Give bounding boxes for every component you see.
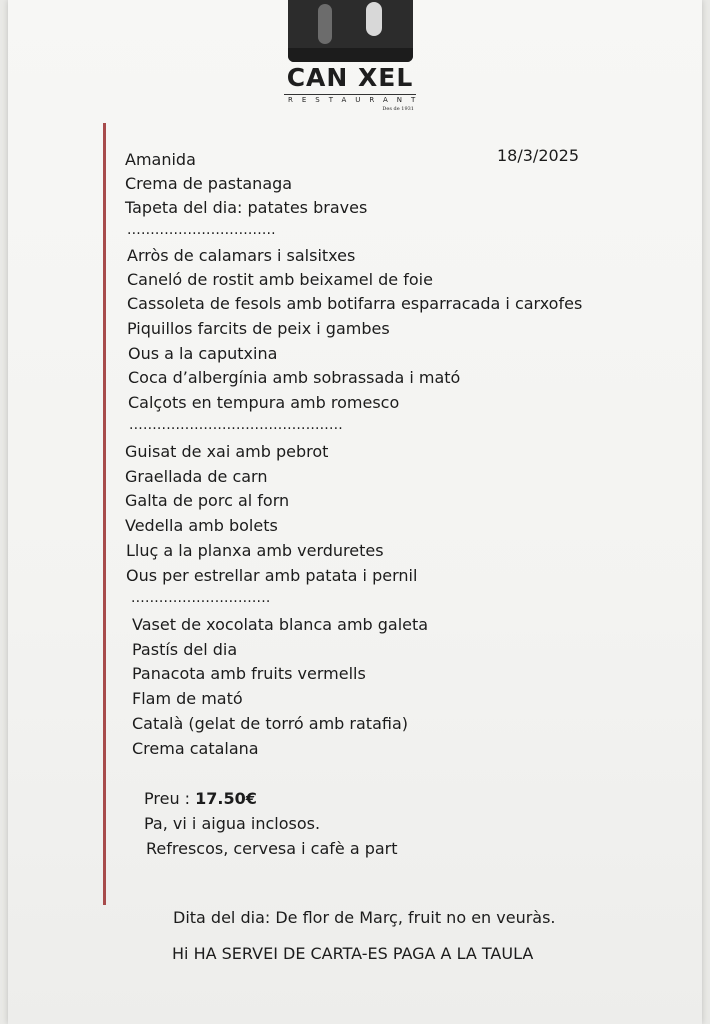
- first-course-item: Caneló de rostit amb beixamel de foie: [127, 270, 433, 289]
- first-course-item: Coca d’albergínia amb sobrassada i mató: [128, 368, 461, 387]
- price-value: 17.50€: [195, 789, 257, 808]
- first-course-item: Cassoleta de fesols amb botifarra esparracada i carxofes: [127, 294, 583, 313]
- second-course-item: Vedella amb bolets: [125, 516, 278, 535]
- clipboard-clip-icon: [288, 0, 413, 62]
- first-course-item: Calçots en tempura amb romesco: [128, 393, 400, 412]
- dessert-item: Panacota amb fruits vermells: [132, 664, 366, 683]
- second-course-item: Graellada de carn: [125, 467, 268, 486]
- menu-sheet: [8, 0, 702, 1024]
- first-course-item: Ous a la caputxina: [128, 344, 278, 363]
- saying-of-the-day: Dita del dia: De flor de Març, fruit no en veuràs.: [173, 908, 556, 927]
- second-course-item: Lluç a la planxa amb verduretes: [126, 541, 384, 560]
- price-included: Pa, vi i aigua inclosos.: [144, 814, 321, 833]
- logo-name: CAN XEL: [286, 63, 414, 92]
- separator: ..............................................: [129, 417, 343, 433]
- dessert-item: Pastís del dia: [132, 640, 238, 659]
- second-course-item: Galta de porc al forn: [125, 491, 290, 510]
- price-extra: Refrescos, cervesa i cafè a part: [146, 839, 398, 858]
- service-notice: Hi HA SERVEI DE CARTA-ES PAGA A LA TAULA: [172, 944, 534, 963]
- restaurant-logo: [280, 63, 425, 113]
- logo-subtitle: RESTAURANT: [288, 96, 425, 104]
- second-course-item: Ous per estrellar amb patata i pernil: [126, 566, 418, 585]
- menu-date: 18/3/2025: [497, 146, 580, 165]
- dessert-item: Flam de mató: [132, 689, 243, 708]
- separator: ..............................: [131, 590, 271, 606]
- starter-item: Amanida: [125, 150, 196, 169]
- dessert-item: Vaset de xocolata blanca amb galeta: [132, 615, 429, 634]
- dessert-item: Català (gelat de torró amb ratafia): [132, 714, 409, 733]
- first-course-item: Arròs de calamars i salsitxes: [127, 246, 356, 265]
- price-line: [144, 789, 257, 809]
- second-course-item: Guisat de xai amb pebrot: [125, 442, 329, 461]
- dessert-item: Crema catalana: [132, 739, 259, 758]
- separator: ................................: [127, 222, 276, 238]
- price-label: Preu :: [144, 789, 196, 808]
- starter-item: Crema de pastanaga: [125, 174, 293, 193]
- starter-item: Tapeta del dia: patates braves: [125, 198, 368, 217]
- first-course-item: Piquillos farcits de peix i gambes: [127, 319, 390, 338]
- margin-line: [103, 123, 106, 905]
- logo-since: Des de 1931: [382, 106, 414, 112]
